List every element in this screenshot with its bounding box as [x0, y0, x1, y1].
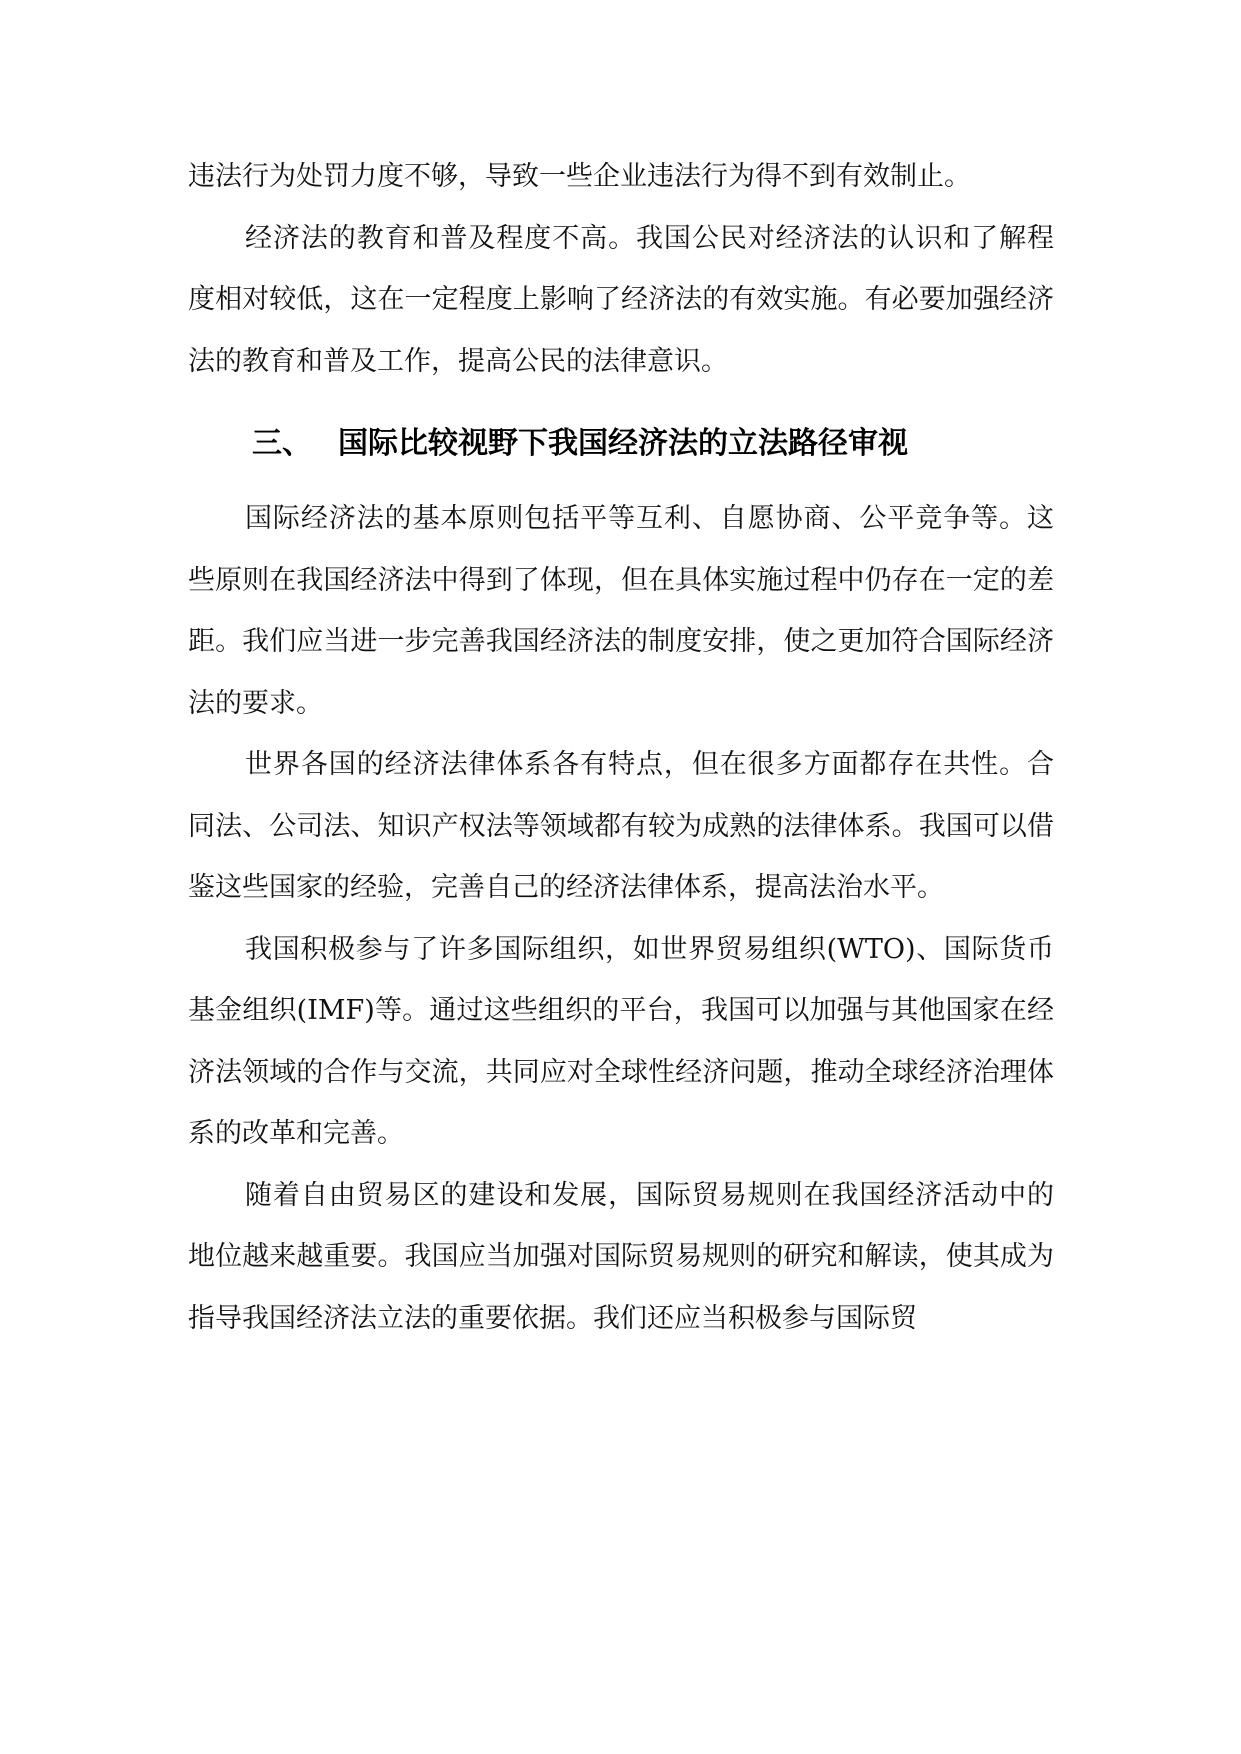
paragraph-free-trade-zones: 随着自由贸易区的建设和发展，国际贸易规则在我国经济活动中的地位越来越重要。我国应当加强对国际贸易规则的研究和解读，使其成为指导我国经济法立法的重要依据。我们还应当积极参与国际贸	[188, 1179, 1054, 1334]
paragraph-legal-education: 经济法的教育和普及程度不高。我国公民对经济法的认识和了解程度相对较低，这在一定程度上影响了经济法的有效实施。有必要加强经济法的教育和普及工作，提高公民的法律意识。	[188, 222, 1054, 377]
section-number: 三、	[252, 426, 312, 461]
section-title: 国际比较视野下我国经济法的立法路径审视	[338, 426, 908, 461]
paragraph-international-principles: 国际经济法的基本原则包括平等互利、自愿协商、公平竞争等。这些原则在我国经济法中得到了体现，但在具体实施过程中仍存在一定的差距。我们应当进一步完善我国经济法的制度安排，使之更加符合国际经济法的要求。	[188, 503, 1054, 719]
paragraph-international-organizations: 我国积极参与了许多国际组织，如世界贸易组织(WTO)、国际货币基金组织(IMF)等。通过这些组织的平台，我国可以加强与其他国家在经济法领域的合作与交流，共同应对全球性经济问题，推动全球经济治理体系的改革和完善。	[188, 933, 1054, 1149]
section-heading	[188, 414, 1054, 474]
document-body	[188, 146, 1054, 1349]
paragraph-legal-systems: 世界各国的经济法律体系各有特点，但在很多方面都存在共性。合同法、公司法、知识产权法等领域都有较为成熟的法律体系。我国可以借鉴这些国家的经验，完善自己的经济法律体系，提高法治水平。	[188, 749, 1054, 903]
paragraph-penalty-enforcement: 违法行为处罚力度不够，导致一些企业违法行为得不到有效制止。	[188, 161, 971, 192]
